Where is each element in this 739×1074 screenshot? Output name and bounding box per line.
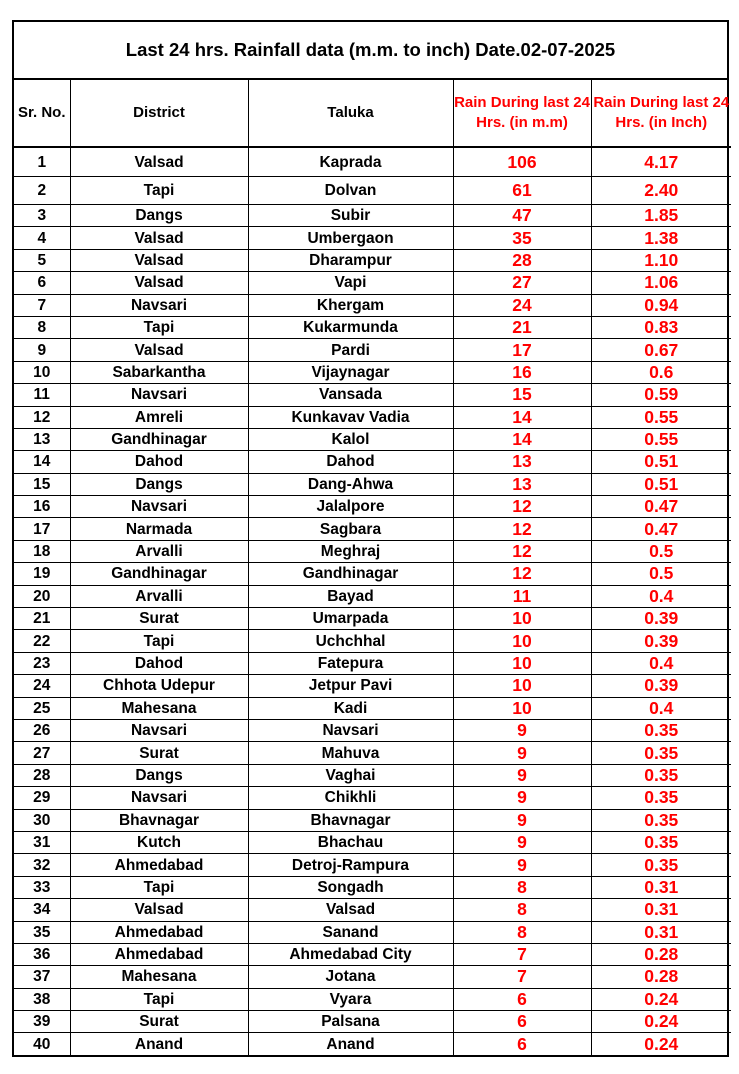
- table-row: [14, 675, 731, 697]
- table-row: [14, 742, 731, 764]
- cell-district: Tapi: [70, 177, 248, 205]
- cell-rain-inch: 0.4: [591, 697, 731, 719]
- cell-taluka: Anand: [248, 1033, 453, 1055]
- cell-rain-inch: 1.06: [591, 272, 731, 294]
- cell-district: Valsad: [70, 227, 248, 249]
- cell-taluka: Meghraj: [248, 540, 453, 562]
- cell-taluka: Chikhli: [248, 787, 453, 809]
- cell-sr-no: 34: [14, 899, 70, 921]
- cell-rain-inch: 0.47: [591, 496, 731, 518]
- cell-sr-no: 24: [14, 675, 70, 697]
- cell-sr-no: 5: [14, 249, 70, 271]
- cell-district: Surat: [70, 742, 248, 764]
- table-row: [14, 585, 731, 607]
- cell-district: Navsari: [70, 294, 248, 316]
- cell-sr-no: 25: [14, 697, 70, 719]
- cell-sr-no: 8: [14, 316, 70, 338]
- cell-district: Valsad: [70, 899, 248, 921]
- rainfall-table: [14, 80, 731, 1055]
- cell-rain-mm: 28: [453, 249, 591, 271]
- table-row: [14, 473, 731, 495]
- cell-taluka: Vaghai: [248, 764, 453, 786]
- cell-rain-mm: 9: [453, 742, 591, 764]
- cell-rain-inch: 0.35: [591, 719, 731, 741]
- table-row: [14, 1011, 731, 1033]
- cell-rain-mm: 15: [453, 384, 591, 406]
- cell-rain-mm: 35: [453, 227, 591, 249]
- cell-rain-mm: 12: [453, 518, 591, 540]
- cell-rain-inch: 2.40: [591, 177, 731, 205]
- cell-rain-inch: 1.10: [591, 249, 731, 271]
- cell-rain-mm: 14: [453, 428, 591, 450]
- cell-rain-inch: 0.35: [591, 831, 731, 853]
- cell-sr-no: 2: [14, 177, 70, 205]
- cell-district: Tapi: [70, 630, 248, 652]
- cell-rain-inch: 1.38: [591, 227, 731, 249]
- cell-district: Tapi: [70, 988, 248, 1010]
- cell-taluka: Kaprada: [248, 147, 453, 177]
- header-rain-mm: Rain During last 24 Hrs. (in m.m): [453, 80, 591, 147]
- cell-rain-inch: 0.24: [591, 1011, 731, 1033]
- cell-taluka: Kadi: [248, 697, 453, 719]
- cell-sr-no: 38: [14, 988, 70, 1010]
- cell-rain-inch: 0.83: [591, 316, 731, 338]
- cell-district: Valsad: [70, 147, 248, 177]
- table-row: [14, 227, 731, 249]
- cell-rain-inch: 0.6: [591, 361, 731, 383]
- table-row: [14, 899, 731, 921]
- table-row: [14, 384, 731, 406]
- cell-rain-inch: 0.55: [591, 406, 731, 428]
- cell-rain-inch: 0.35: [591, 742, 731, 764]
- cell-district: Chhota Udepur: [70, 675, 248, 697]
- cell-sr-no: 32: [14, 854, 70, 876]
- cell-rain-inch: 0.31: [591, 899, 731, 921]
- cell-sr-no: 28: [14, 764, 70, 786]
- table-row: [14, 876, 731, 898]
- table-row: [14, 608, 731, 630]
- header-taluka: Taluka: [248, 80, 453, 147]
- cell-taluka: Fatepura: [248, 652, 453, 674]
- cell-taluka: Khergam: [248, 294, 453, 316]
- cell-district: Valsad: [70, 249, 248, 271]
- cell-district: Amreli: [70, 406, 248, 428]
- cell-district: Tapi: [70, 876, 248, 898]
- cell-rain-inch: 0.35: [591, 764, 731, 786]
- table-row: [14, 451, 731, 473]
- cell-taluka: Dang-Ahwa: [248, 473, 453, 495]
- cell-sr-no: 4: [14, 227, 70, 249]
- cell-rain-inch: 0.28: [591, 943, 731, 965]
- table-row: [14, 339, 731, 361]
- cell-district: Valsad: [70, 272, 248, 294]
- cell-district: Gandhinagar: [70, 563, 248, 585]
- cell-sr-no: 21: [14, 608, 70, 630]
- cell-taluka: Uchchhal: [248, 630, 453, 652]
- table-row: [14, 943, 731, 965]
- cell-district: Mahesana: [70, 966, 248, 988]
- cell-sr-no: 40: [14, 1033, 70, 1055]
- cell-sr-no: 6: [14, 272, 70, 294]
- cell-rain-inch: 0.4: [591, 652, 731, 674]
- table-row: [14, 921, 731, 943]
- table-row: [14, 787, 731, 809]
- cell-district: Narmada: [70, 518, 248, 540]
- cell-taluka: Dharampur: [248, 249, 453, 271]
- cell-rain-mm: 6: [453, 988, 591, 1010]
- table-row: [14, 764, 731, 786]
- cell-rain-mm: 47: [453, 205, 591, 227]
- cell-taluka: Navsari: [248, 719, 453, 741]
- cell-rain-mm: 10: [453, 652, 591, 674]
- rainfall-report: [12, 20, 729, 1057]
- cell-taluka: Subir: [248, 205, 453, 227]
- cell-taluka: Mahuva: [248, 742, 453, 764]
- cell-rain-mm: 9: [453, 764, 591, 786]
- cell-district: Ahmedabad: [70, 921, 248, 943]
- cell-rain-inch: 0.5: [591, 563, 731, 585]
- cell-rain-mm: 14: [453, 406, 591, 428]
- header-rain-inch: Rain During last 24 Hrs. (in Inch): [591, 80, 731, 147]
- table-row: [14, 1033, 731, 1055]
- cell-taluka: Bayad: [248, 585, 453, 607]
- cell-sr-no: 37: [14, 966, 70, 988]
- cell-rain-inch: 0.47: [591, 518, 731, 540]
- table-row: [14, 428, 731, 450]
- cell-sr-no: 33: [14, 876, 70, 898]
- cell-taluka: Ahmedabad City: [248, 943, 453, 965]
- cell-district: Gandhinagar: [70, 428, 248, 450]
- table-row: [14, 496, 731, 518]
- cell-taluka: Palsana: [248, 1011, 453, 1033]
- cell-rain-inch: 0.67: [591, 339, 731, 361]
- cell-rain-mm: 13: [453, 451, 591, 473]
- cell-sr-no: 11: [14, 384, 70, 406]
- cell-sr-no: 18: [14, 540, 70, 562]
- cell-sr-no: 12: [14, 406, 70, 428]
- cell-rain-mm: 13: [453, 473, 591, 495]
- table-row: [14, 540, 731, 562]
- cell-rain-inch: 0.31: [591, 921, 731, 943]
- header-sr-no: Sr. No.: [14, 80, 70, 147]
- cell-taluka: Kalol: [248, 428, 453, 450]
- cell-rain-mm: 11: [453, 585, 591, 607]
- report-title: Last 24 hrs. Rainfall data (m.m. to inch) Date.02-07-2025: [14, 22, 727, 80]
- cell-rain-inch: 0.28: [591, 966, 731, 988]
- cell-rain-inch: 0.39: [591, 608, 731, 630]
- table-row: [14, 147, 731, 177]
- cell-district: Navsari: [70, 496, 248, 518]
- cell-sr-no: 27: [14, 742, 70, 764]
- cell-sr-no: 31: [14, 831, 70, 853]
- cell-sr-no: 7: [14, 294, 70, 316]
- cell-rain-inch: 0.35: [591, 809, 731, 831]
- cell-rain-mm: 21: [453, 316, 591, 338]
- table-row: [14, 249, 731, 271]
- table-body: [14, 147, 731, 1055]
- cell-taluka: Dahod: [248, 451, 453, 473]
- cell-district: Surat: [70, 608, 248, 630]
- cell-district: Arvalli: [70, 540, 248, 562]
- table-row: [14, 988, 731, 1010]
- cell-district: Dahod: [70, 652, 248, 674]
- cell-rain-mm: 17: [453, 339, 591, 361]
- cell-district: Navsari: [70, 787, 248, 809]
- table-row: [14, 205, 731, 227]
- cell-rain-mm: 9: [453, 854, 591, 876]
- cell-rain-inch: 0.39: [591, 675, 731, 697]
- cell-taluka: Bhavnagar: [248, 809, 453, 831]
- cell-rain-inch: 1.85: [591, 205, 731, 227]
- cell-rain-mm: 10: [453, 630, 591, 652]
- cell-rain-inch: 0.35: [591, 854, 731, 876]
- table-row: [14, 854, 731, 876]
- cell-rain-mm: 61: [453, 177, 591, 205]
- cell-rain-inch: 0.31: [591, 876, 731, 898]
- cell-district: Anand: [70, 1033, 248, 1055]
- cell-district: Dangs: [70, 473, 248, 495]
- header-district: District: [70, 80, 248, 147]
- cell-rain-inch: 0.39: [591, 630, 731, 652]
- cell-sr-no: 20: [14, 585, 70, 607]
- table-row: [14, 518, 731, 540]
- cell-rain-mm: 6: [453, 1033, 591, 1055]
- table-row: [14, 316, 731, 338]
- cell-taluka: Gandhinagar: [248, 563, 453, 585]
- cell-rain-inch: 0.55: [591, 428, 731, 450]
- cell-rain-mm: 10: [453, 675, 591, 697]
- cell-taluka: Vansada: [248, 384, 453, 406]
- cell-district: Arvalli: [70, 585, 248, 607]
- cell-taluka: Sagbara: [248, 518, 453, 540]
- cell-district: Bhavnagar: [70, 809, 248, 831]
- cell-sr-no: 39: [14, 1011, 70, 1033]
- cell-sr-no: 23: [14, 652, 70, 674]
- cell-district: Tapi: [70, 316, 248, 338]
- cell-rain-inch: 0.4: [591, 585, 731, 607]
- cell-sr-no: 36: [14, 943, 70, 965]
- cell-taluka: Detroj-Rampura: [248, 854, 453, 876]
- cell-district: Kutch: [70, 831, 248, 853]
- cell-rain-mm: 8: [453, 921, 591, 943]
- cell-sr-no: 19: [14, 563, 70, 585]
- cell-district: Sabarkantha: [70, 361, 248, 383]
- cell-rain-mm: 106: [453, 147, 591, 177]
- cell-taluka: Vijaynagar: [248, 361, 453, 383]
- cell-rain-mm: 6: [453, 1011, 591, 1033]
- cell-rain-mm: 9: [453, 787, 591, 809]
- cell-taluka: Jotana: [248, 966, 453, 988]
- cell-taluka: Jetpur Pavi: [248, 675, 453, 697]
- cell-rain-inch: 0.24: [591, 988, 731, 1010]
- cell-rain-inch: 0.94: [591, 294, 731, 316]
- cell-district: Navsari: [70, 384, 248, 406]
- table-row: [14, 294, 731, 316]
- cell-rain-inch: 0.5: [591, 540, 731, 562]
- cell-sr-no: 30: [14, 809, 70, 831]
- cell-sr-no: 10: [14, 361, 70, 383]
- table-header-row: [14, 80, 731, 147]
- table-row: [14, 719, 731, 741]
- cell-sr-no: 17: [14, 518, 70, 540]
- cell-district: Ahmedabad: [70, 943, 248, 965]
- table-row: [14, 809, 731, 831]
- cell-rain-inch: 0.51: [591, 451, 731, 473]
- table-row: [14, 966, 731, 988]
- cell-sr-no: 26: [14, 719, 70, 741]
- cell-district: Dahod: [70, 451, 248, 473]
- table-row: [14, 563, 731, 585]
- cell-sr-no: 14: [14, 451, 70, 473]
- table-row: [14, 697, 731, 719]
- cell-sr-no: 35: [14, 921, 70, 943]
- cell-taluka: Umbergaon: [248, 227, 453, 249]
- cell-rain-mm: 9: [453, 809, 591, 831]
- cell-rain-mm: 27: [453, 272, 591, 294]
- cell-taluka: Valsad: [248, 899, 453, 921]
- cell-rain-mm: 16: [453, 361, 591, 383]
- cell-district: Valsad: [70, 339, 248, 361]
- cell-district: Navsari: [70, 719, 248, 741]
- cell-rain-mm: 7: [453, 966, 591, 988]
- cell-district: Surat: [70, 1011, 248, 1033]
- cell-rain-mm: 12: [453, 540, 591, 562]
- cell-sr-no: 3: [14, 205, 70, 227]
- cell-sr-no: 16: [14, 496, 70, 518]
- cell-taluka: Bhachau: [248, 831, 453, 853]
- cell-taluka: Dolvan: [248, 177, 453, 205]
- cell-rain-mm: 9: [453, 831, 591, 853]
- cell-rain-mm: 10: [453, 697, 591, 719]
- cell-rain-mm: 8: [453, 899, 591, 921]
- table-row: [14, 652, 731, 674]
- cell-rain-mm: 9: [453, 719, 591, 741]
- cell-rain-mm: 24: [453, 294, 591, 316]
- cell-rain-mm: 12: [453, 496, 591, 518]
- cell-sr-no: 9: [14, 339, 70, 361]
- table-row: [14, 177, 731, 205]
- cell-taluka: Kukarmunda: [248, 316, 453, 338]
- cell-taluka: Jalalpore: [248, 496, 453, 518]
- cell-taluka: Vyara: [248, 988, 453, 1010]
- cell-taluka: Vapi: [248, 272, 453, 294]
- cell-sr-no: 13: [14, 428, 70, 450]
- table-row: [14, 361, 731, 383]
- table-row: [14, 630, 731, 652]
- cell-district: Dangs: [70, 764, 248, 786]
- cell-sr-no: 15: [14, 473, 70, 495]
- cell-rain-inch: 0.24: [591, 1033, 731, 1055]
- cell-rain-mm: 10: [453, 608, 591, 630]
- table-row: [14, 272, 731, 294]
- cell-rain-mm: 8: [453, 876, 591, 898]
- cell-district: Dangs: [70, 205, 248, 227]
- cell-district: Mahesana: [70, 697, 248, 719]
- cell-rain-inch: 0.35: [591, 787, 731, 809]
- cell-rain-inch: 0.59: [591, 384, 731, 406]
- cell-taluka: Songadh: [248, 876, 453, 898]
- cell-rain-inch: 4.17: [591, 147, 731, 177]
- cell-taluka: Kunkavav Vadia: [248, 406, 453, 428]
- cell-rain-mm: 7: [453, 943, 591, 965]
- cell-rain-mm: 12: [453, 563, 591, 585]
- table-row: [14, 406, 731, 428]
- cell-sr-no: 22: [14, 630, 70, 652]
- cell-sr-no: 1: [14, 147, 70, 177]
- cell-taluka: Sanand: [248, 921, 453, 943]
- cell-sr-no: 29: [14, 787, 70, 809]
- cell-rain-inch: 0.51: [591, 473, 731, 495]
- cell-taluka: Umarpada: [248, 608, 453, 630]
- cell-district: Ahmedabad: [70, 854, 248, 876]
- cell-taluka: Pardi: [248, 339, 453, 361]
- table-row: [14, 831, 731, 853]
